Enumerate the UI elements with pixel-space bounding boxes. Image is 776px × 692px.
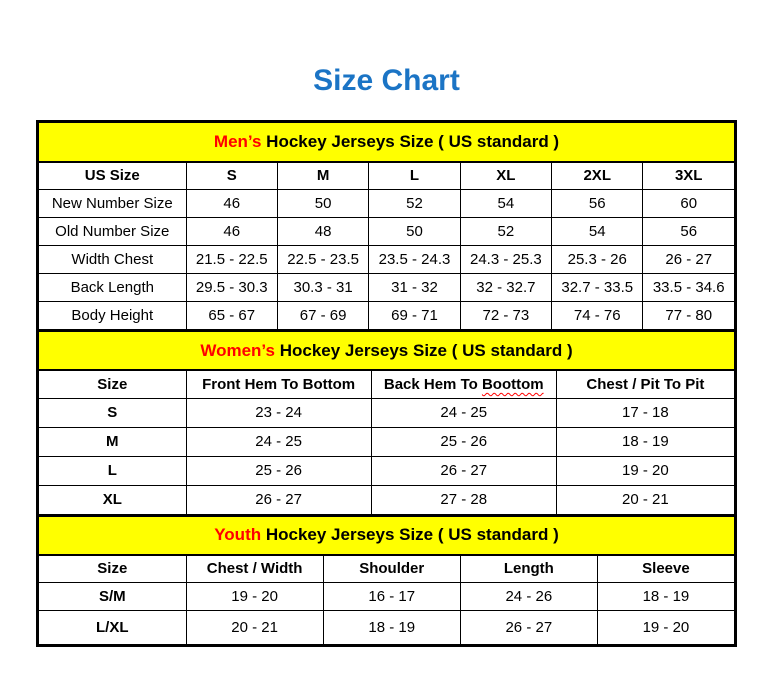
size-value-cell: 19 - 20	[556, 456, 734, 485]
row-label: Old Number Size	[39, 218, 187, 246]
size-value-cell: 25 - 26	[186, 456, 371, 485]
size-value-cell: 32.7 - 33.5	[552, 274, 643, 302]
womens-caption-text: Hockey Jerseys Size ( US standard )	[274, 340, 573, 360]
row-label: S	[39, 398, 187, 427]
size-value-cell: 24 - 25	[186, 427, 371, 456]
table-row	[39, 427, 735, 456]
womens-col-size: Size	[39, 370, 187, 398]
size-value-cell: 25.3 - 26	[552, 246, 643, 274]
size-value-cell: 32 - 32.7	[460, 274, 551, 302]
size-value-cell: 17 - 18	[556, 398, 734, 427]
youth-size-table	[38, 515, 735, 646]
row-label: L/XL	[39, 611, 187, 645]
size-value-cell: 52	[369, 190, 460, 218]
youth-col-length: Length	[460, 555, 597, 583]
size-value-cell: 65 - 67	[186, 302, 277, 330]
size-value-cell: 56	[643, 218, 735, 246]
youth-col-size: Size	[39, 555, 187, 583]
size-value-cell: 27 - 28	[371, 485, 556, 514]
mens-caption-highlight: Men’s	[213, 131, 262, 151]
youth-col-sleeve: Sleeve	[597, 555, 734, 583]
size-value-cell: 29.5 - 30.3	[186, 274, 277, 302]
youth-caption-highlight: Youth	[214, 525, 262, 544]
mens-col-2xl: 2XL	[552, 162, 643, 190]
size-value-cell: 24 - 26	[460, 583, 597, 611]
size-value-cell: 20 - 21	[556, 485, 734, 514]
size-value-cell: 19 - 20	[186, 583, 323, 611]
size-value-cell: 24.3 - 25.3	[460, 246, 551, 274]
table-row	[39, 456, 735, 485]
size-value-cell: 26 - 27	[186, 485, 371, 514]
row-label: New Number Size	[39, 190, 187, 218]
back-hem-misspelled-word: Boottom	[481, 375, 544, 393]
table-row	[39, 274, 735, 302]
womens-caption-row	[39, 331, 735, 370]
size-value-cell: 52	[460, 218, 551, 246]
size-value-cell: 20 - 21	[186, 611, 323, 645]
row-label: Width Chest	[39, 246, 187, 274]
size-value-cell: 67 - 69	[277, 302, 368, 330]
size-value-cell: 60	[643, 190, 735, 218]
youth-col-shoulder: Shoulder	[323, 555, 460, 583]
womens-caption-highlight: Women’s	[200, 340, 275, 360]
mens-col-s: S	[186, 162, 277, 190]
size-value-cell: 50	[369, 218, 460, 246]
size-value-cell: 23 - 24	[186, 398, 371, 427]
size-value-cell: 23.5 - 24.3	[369, 246, 460, 274]
size-value-cell: 21.5 - 22.5	[186, 246, 277, 274]
size-value-cell: 18 - 19	[597, 583, 734, 611]
youth-col-chest-width: Chest / Width	[186, 555, 323, 583]
table-row	[39, 583, 735, 611]
size-value-cell: 26 - 27	[371, 456, 556, 485]
womens-col-front-hem: Front Hem To Bottom	[186, 370, 371, 398]
mens-col-m: M	[277, 162, 368, 190]
youth-caption-text: Hockey Jerseys Size ( US standard )	[261, 525, 559, 544]
size-value-cell: 19 - 20	[597, 611, 734, 645]
page-title: Size Chart	[313, 64, 460, 97]
youth-table-caption	[39, 516, 735, 555]
row-label: XL	[39, 485, 187, 514]
size-value-cell: 74 - 76	[552, 302, 643, 330]
womens-col-back-hem	[371, 370, 556, 398]
youth-caption-row	[39, 516, 735, 555]
size-value-cell: 18 - 19	[323, 611, 460, 645]
size-value-cell: 77 - 80	[643, 302, 735, 330]
mens-col-us-size: US Size	[39, 162, 187, 190]
size-value-cell: 54	[552, 218, 643, 246]
size-value-cell: 50	[277, 190, 368, 218]
size-value-cell: 46	[186, 218, 277, 246]
row-label: M	[39, 427, 187, 456]
size-chart-tables	[36, 120, 737, 647]
size-value-cell: 31 - 32	[369, 274, 460, 302]
table-row	[39, 190, 735, 218]
row-label: L	[39, 456, 187, 485]
table-row	[39, 398, 735, 427]
size-value-cell: 22.5 - 23.5	[277, 246, 368, 274]
size-value-cell: 26 - 27	[643, 246, 735, 274]
table-row	[39, 611, 735, 645]
womens-size-table	[38, 330, 735, 515]
size-value-cell: 16 - 17	[323, 583, 460, 611]
womens-table-caption	[39, 331, 735, 370]
mens-caption-text: Hockey Jerseys Size ( US standard )	[261, 131, 560, 151]
mens-col-xl: XL	[460, 162, 551, 190]
mens-size-table	[38, 122, 735, 330]
womens-header-row	[39, 370, 735, 398]
size-value-cell: 25 - 26	[371, 427, 556, 456]
row-label: S/M	[39, 583, 187, 611]
size-value-cell: 48	[277, 218, 368, 246]
youth-header-row	[39, 555, 735, 583]
mens-col-3xl: 3XL	[643, 162, 735, 190]
size-value-cell: 33.5 - 34.6	[643, 274, 735, 302]
size-value-cell: 72 - 73	[460, 302, 551, 330]
womens-col-chest-pit: Chest / Pit To Pit	[556, 370, 734, 398]
size-value-cell: 56	[552, 190, 643, 218]
size-value-cell: 46	[186, 190, 277, 218]
size-value-cell: 18 - 19	[556, 427, 734, 456]
row-label: Body Height	[39, 302, 187, 330]
size-value-cell: 69 - 71	[369, 302, 460, 330]
mens-header-row	[39, 162, 735, 190]
row-label: Back Length	[39, 274, 187, 302]
table-row	[39, 246, 735, 274]
table-row	[39, 218, 735, 246]
size-value-cell: 26 - 27	[460, 611, 597, 645]
mens-table-caption	[39, 123, 735, 162]
back-hem-prefix: Back Hem To	[383, 375, 482, 393]
mens-caption-row	[39, 123, 735, 162]
table-row	[39, 302, 735, 330]
mens-col-l: L	[369, 162, 460, 190]
table-row	[39, 485, 735, 514]
size-value-cell: 54	[460, 190, 551, 218]
size-value-cell: 24 - 25	[371, 398, 556, 427]
size-value-cell: 30.3 - 31	[277, 274, 368, 302]
